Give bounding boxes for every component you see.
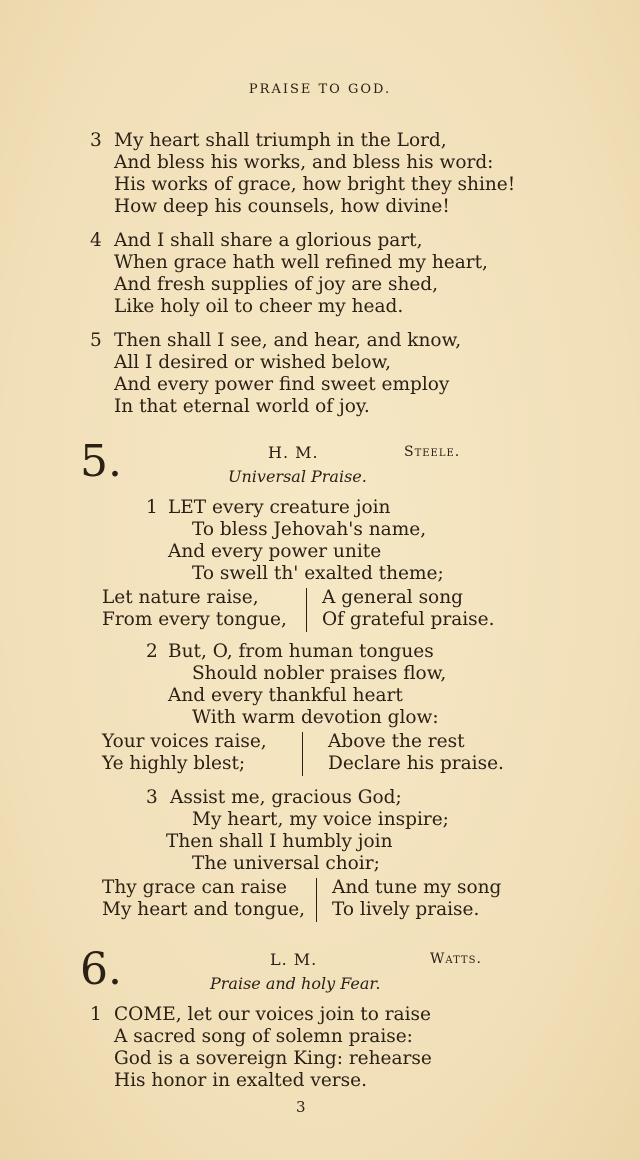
hymn-author: Watts. [430,951,482,967]
stanza-number: 5 [90,330,102,351]
verse-line: And I shall share a glorious part, [114,230,423,251]
verse-line: But, O, from human tongues [168,641,434,662]
verse-line: Should nobler praises flow, [192,663,447,684]
stanza-number: 1 [90,1004,102,1025]
refrain-left-line: Thy grace can raise [102,877,287,898]
hymn-number: 6. [80,944,122,995]
verse-line: Like holy oil to cheer my head. [114,296,404,317]
refrain-divider [316,878,317,922]
refrain-left-line: My heart and tongue, [102,899,306,920]
hymn-number: 5. [80,436,122,487]
refrain-divider [306,588,307,632]
verse-line: My heart shall triumph in the Lord, [114,130,447,151]
verse-line: His works of grace, how bright they shine! [114,174,516,195]
verse-line: COME, let our voices join to raise [114,1004,431,1025]
refrain-right-line: A general song [322,587,463,608]
refrain-right-line: Of grateful praise. [322,609,495,630]
refrain-right-line: Above the rest [328,731,465,752]
refrain-right-line: And tune my song [332,877,502,898]
verse-line: And bless his works, and bless his word: [114,152,494,173]
verse-line: His honor in exalted verse. [114,1070,367,1091]
verse-line: To bless Jehovah's name, [192,519,427,540]
page-number: 3 [296,1098,306,1116]
stanza-number: 4 [90,230,102,251]
verse-line: My heart, my voice inspire; [192,809,449,830]
verse-line: And every thankful heart [168,685,403,706]
hymn-meter: L. M. [270,950,318,969]
verse-line: When grace hath well refined my heart, [114,252,488,273]
verse-line: The universal choir; [192,853,380,874]
verse-line: And every power unite [168,541,382,562]
verse-line: And every power find sweet employ [114,374,450,395]
stanza-number: 2 [146,641,158,662]
refrain-right-line: To lively praise. [332,899,480,920]
verse-line: With warm devotion glow: [192,707,439,728]
verse-line: How deep his counsels, how divine! [114,196,450,217]
verse-line: All I desired or wished below, [114,352,392,373]
hymn-author: Steele. [404,444,461,460]
refrain-left-line: From every tongue, [102,609,287,630]
running-header: PRAISE TO GOD. [248,82,392,97]
stanza-number: 3 [90,130,102,151]
verse-line: God is a sovereign King: rehearse [114,1048,432,1069]
verse-line: To swell th' exalted theme; [192,563,444,584]
hymn-meter: H. M. [268,443,319,462]
verse-line: And fresh supplies of joy are shed, [114,274,439,295]
verse-line: LET every creature join [168,497,391,518]
stanza-number: 1 [146,497,158,518]
stanza-number: 3 [146,787,158,808]
verse-line: In that eternal world of joy. [114,396,370,417]
refrain-left-line: Your voices raise, [102,731,267,752]
hymn-title: Universal Praise. [228,467,367,486]
verse-line: Then shall I humbly join [166,831,393,852]
verse-line: Then shall I see, and hear, and know, [114,330,462,351]
refrain-divider [302,732,303,776]
refrain-left-line: Let nature raise, [102,587,259,608]
refrain-left-line: Ye highly blest; [102,753,246,774]
verse-line: Assist me, gracious God; [170,787,402,808]
refrain-right-line: Declare his praise. [328,753,504,774]
verse-line: A sacred song of solemn praise: [114,1026,413,1047]
hymn-title: Praise and holy Fear. [210,974,381,993]
